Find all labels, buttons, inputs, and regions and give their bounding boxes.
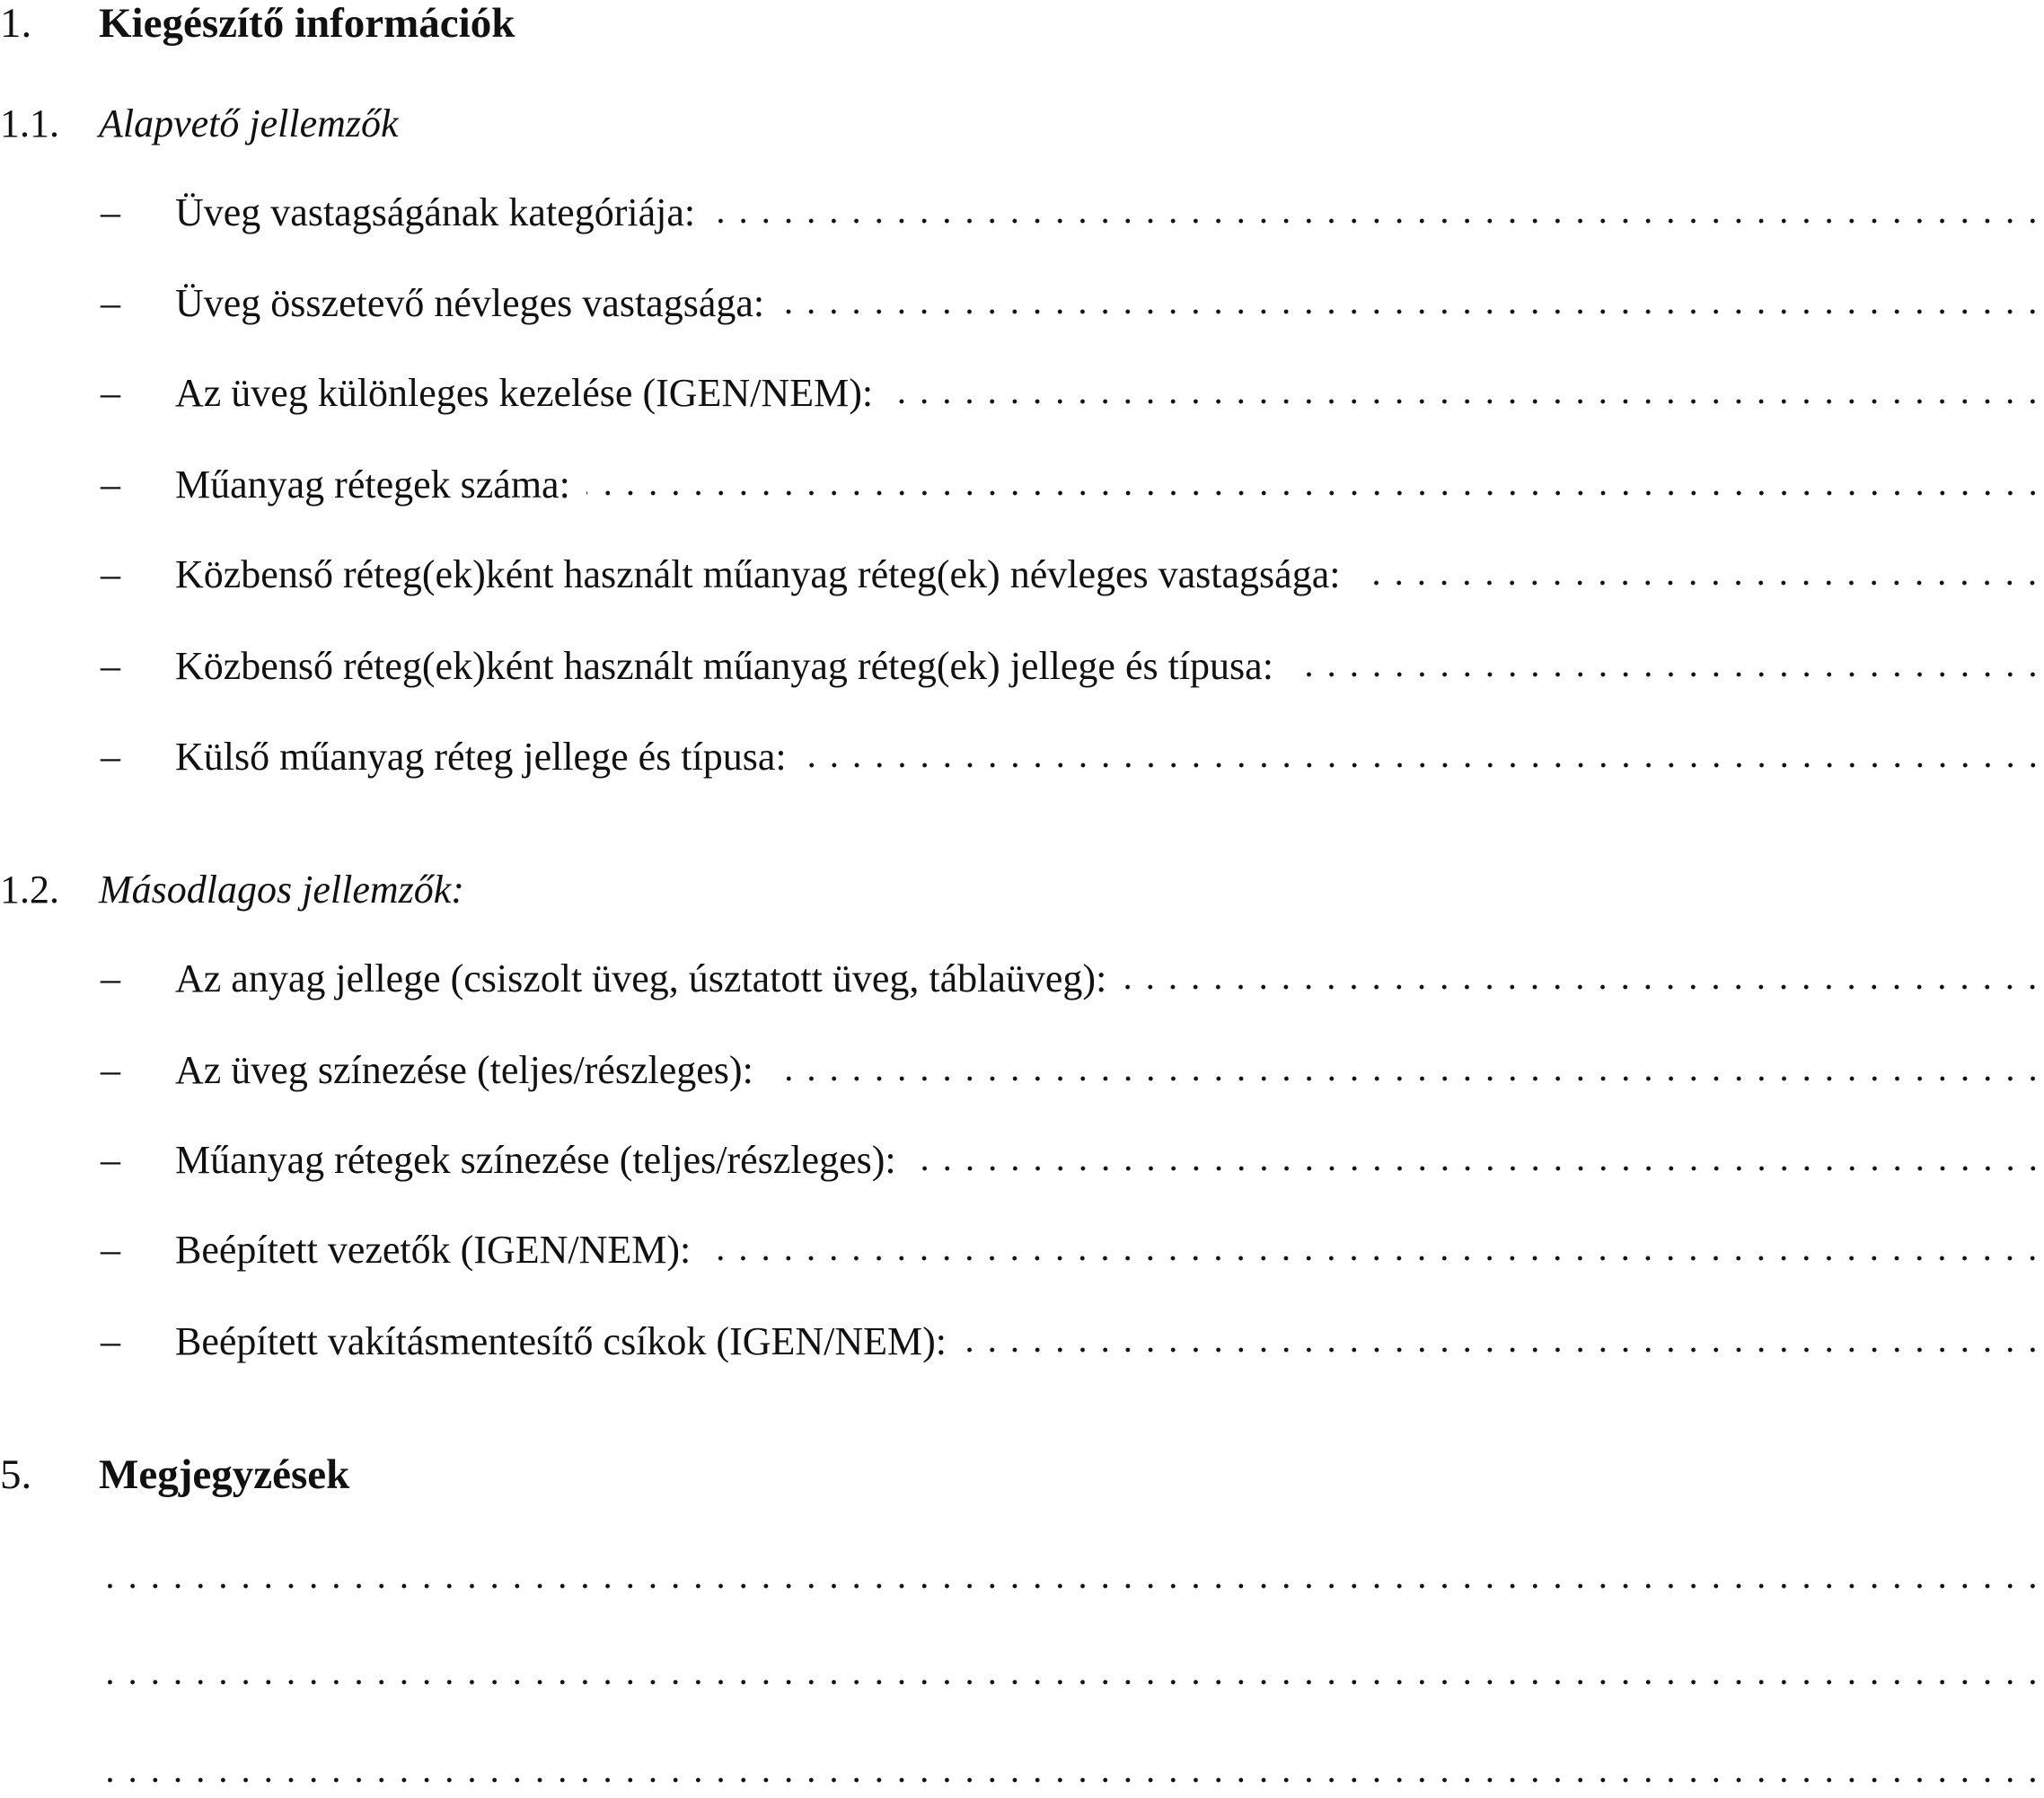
fill-in-dotted-line[interactable] xyxy=(912,1166,2044,1171)
section-heading-1 xyxy=(0,0,2044,48)
dash-bullet: – xyxy=(101,281,120,325)
fill-in-dotted-line[interactable] xyxy=(1123,984,2044,990)
section-heading-5 xyxy=(0,1450,2044,1500)
fill-in-dotted-line[interactable] xyxy=(803,762,2044,768)
notes-fill-line[interactable] xyxy=(99,1679,2044,1685)
dash-bullet: – xyxy=(101,1048,120,1092)
notes-fill-line[interactable] xyxy=(99,1777,2044,1783)
dash-bullet: – xyxy=(101,463,120,507)
fill-in-dotted-line[interactable] xyxy=(711,218,2044,224)
form-field-row xyxy=(0,188,2044,238)
field-label: Beépített vezetők (IGEN/NEM): xyxy=(175,1228,692,1272)
subsection-heading-1-1 xyxy=(0,99,2044,149)
form-field-row xyxy=(0,732,2044,782)
dash-bullet: – xyxy=(101,1138,120,1182)
section-title: Alapvető jellemzők xyxy=(99,101,399,145)
field-label: Az üveg színezése (teljes/részleges): xyxy=(175,1048,753,1092)
form-field-row xyxy=(0,641,2044,692)
dash-bullet: – xyxy=(101,371,120,415)
fill-in-dotted-line[interactable] xyxy=(780,309,2044,314)
notes-fill-line[interactable] xyxy=(99,1583,2044,1589)
form-field-row xyxy=(0,368,2044,419)
field-label: Külső műanyag réteg jellege és típusa: xyxy=(175,735,787,779)
fill-in-dotted-line[interactable] xyxy=(707,1256,2044,1261)
form-field-row xyxy=(0,1225,2044,1275)
dash-bullet: – xyxy=(101,956,120,1000)
form-field-row xyxy=(0,954,2044,1004)
form-field-row xyxy=(0,1135,2044,1185)
section-number: 1. xyxy=(0,0,32,47)
field-label: Üveg összetevő névleges vastagsága: xyxy=(175,281,765,325)
field-label: Az anyag jellege (csiszolt üveg, úsztatott üveg, táblaüveg): xyxy=(175,956,1107,1000)
field-label: Üveg vastagságának kategóriája: xyxy=(175,190,696,234)
dash-bullet: – xyxy=(101,190,120,234)
form-field-row xyxy=(0,278,2044,329)
fill-in-dotted-line[interactable] xyxy=(586,490,2044,496)
dash-bullet: – xyxy=(101,552,120,596)
section-title: Megjegyzések xyxy=(99,1451,350,1498)
fill-in-dotted-line[interactable] xyxy=(770,1076,2044,1081)
field-label: Az üveg különleges kezelése (IGEN/NEM): xyxy=(175,371,874,415)
fill-in-dotted-line[interactable] xyxy=(889,399,2044,404)
section-number: 1.2. xyxy=(0,868,59,912)
form-field-row xyxy=(0,460,2044,510)
section-title: Másodlagos jellemzők: xyxy=(99,868,464,912)
section-number: 1.1. xyxy=(0,101,59,145)
field-label: Műanyag rétegek színezése (teljes/részleges): xyxy=(175,1138,896,1182)
section-title: Kiegészítő információk xyxy=(99,0,515,47)
fill-in-dotted-line[interactable] xyxy=(1356,580,2044,586)
form-field-row xyxy=(0,1045,2044,1096)
form-field-row xyxy=(0,1317,2044,1367)
form-field-row xyxy=(0,550,2044,600)
subsection-heading-1-2 xyxy=(0,865,2044,915)
field-label: Beépített vakításmentesítő csíkok (IGEN/NEM): xyxy=(175,1319,947,1363)
dash-bullet: – xyxy=(101,1319,120,1363)
field-label: Közbenső réteg(ek)ként használt műanyag réteg(ek) névleges vastagsága: xyxy=(175,552,1341,596)
dash-bullet: – xyxy=(101,1228,120,1272)
fill-in-dotted-line[interactable] xyxy=(1290,672,2044,677)
fill-in-dotted-line[interactable] xyxy=(963,1347,2044,1353)
dash-bullet: – xyxy=(101,735,120,779)
dash-bullet: – xyxy=(101,644,120,688)
field-label: Műanyag rétegek száma: xyxy=(175,463,570,507)
section-number: 5. xyxy=(0,1451,32,1498)
field-label: Közbenső réteg(ek)ként használt műanyag réteg(ek) jellege és típusa: xyxy=(175,644,1273,688)
